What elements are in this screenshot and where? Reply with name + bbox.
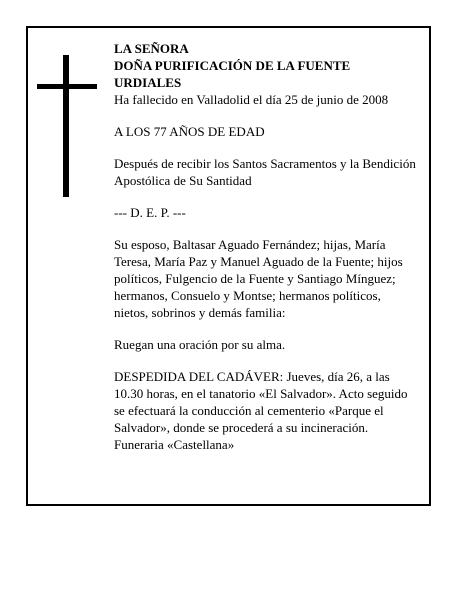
- farewell-details: DESPEDIDA DEL CADÁVER: Jueves, día 26, a las 10.30 horas, en el tanatorio «El Salvador». Acto seguido se efectuará la conducción al cementerio «Parque el Salvador», donde se procederá a su incineración.: [114, 369, 408, 435]
- obituary-text: [114, 40, 418, 453]
- age-line: A LOS 77 AÑOS DE EDAD: [114, 124, 265, 139]
- death-announcement: Ha fallecido en Valladolid el día 25 de junio de 2008: [114, 92, 389, 107]
- cross-icon-bar: [37, 84, 97, 89]
- sacraments-line: Después de recibir los Santos Sacramentos y la Bendición Apostólica de Su Santidad: [114, 156, 416, 188]
- title-line-1: LA SEÑORA: [114, 41, 189, 56]
- rip-line: --- D. E. P. ---: [114, 205, 186, 220]
- family-list: Su esposo, Baltasar Aguado Fernández; hijas, María Teresa, María Paz y Manuel Aguado de la Fuente; hijos políticos, Fulgencio de la Fuente y Santiago Mínguez; hermanos, Consuelo y Montse; hermanos políticos, nietos, sobrinos y demás familia:: [114, 237, 403, 320]
- cross-icon: [63, 55, 69, 197]
- prayer-line: Ruegan una oración por su alma.: [114, 337, 286, 352]
- deceased-name: DOÑA PURIFICACIÓN DE LA FUENTE URDIALES: [114, 58, 351, 90]
- funeral-home: Funeraria «Castellana»: [114, 437, 235, 452]
